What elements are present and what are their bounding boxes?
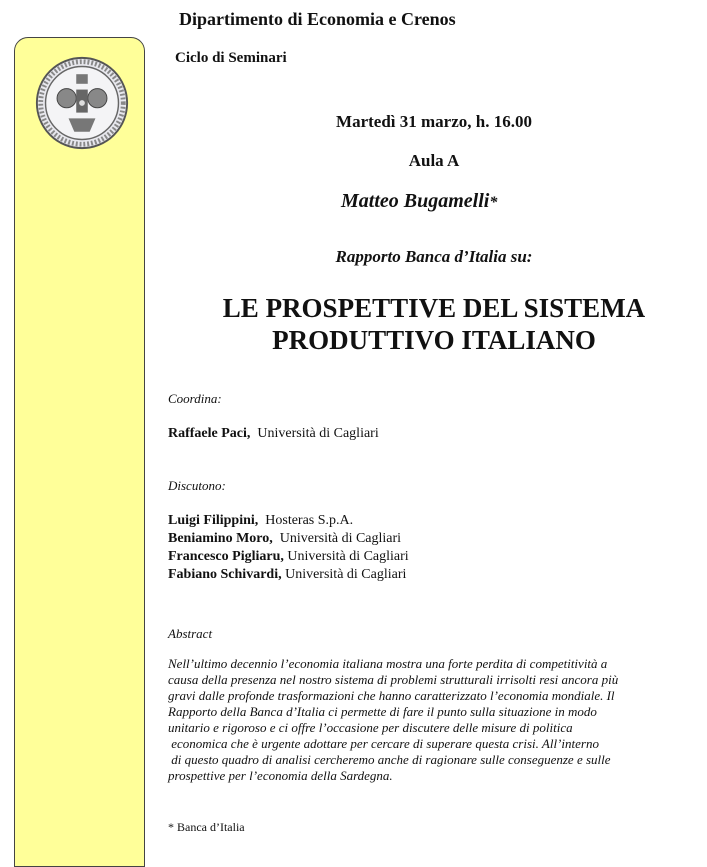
title-line-2: PRODUTTIVO ITALIANO	[272, 325, 596, 355]
title-line-1: LE PROSPETTIVE DEL SISTEMA	[222, 293, 646, 323]
discussant-entry	[168, 531, 401, 547]
discussant-affiliation: Hosteras S.p.A.	[265, 513, 354, 528]
abstract-line: unitario e rigoroso e ci offre l’occasione per discutere delle misure di politica	[168, 720, 573, 735]
abstract-line: gravi dalle profonde trasformazioni che hanno caratterizzato l’economia mondiale. Il	[168, 688, 615, 703]
university-seal-icon	[34, 55, 130, 151]
speaker-name	[341, 190, 497, 213]
seminar-title	[170, 292, 698, 356]
discussant-name: Luigi Filippini,	[168, 513, 259, 528]
discussant-entry	[168, 549, 409, 565]
discussant-entry	[168, 567, 406, 583]
department-name: Dipartimento di Economia e Crenos	[179, 9, 456, 29]
seminar-series: Ciclo di Seminari	[175, 50, 287, 66]
footnote: * Banca d’Italia	[168, 820, 245, 834]
discussant-affiliation: Università di Cagliari	[285, 567, 407, 582]
abstract-line: economica che è urgente adottare per cercare di superare questa crisi. All’interno	[168, 736, 599, 751]
abstract-text	[168, 656, 688, 784]
report-subtitle: Rapporto Banca d’Italia su:	[335, 247, 533, 266]
discussant-affiliation: Università di Cagliari	[279, 531, 402, 546]
discussant-name: Francesco Pigliaru,	[168, 549, 284, 564]
abstract-label: Abstract	[168, 626, 213, 641]
event-date-time: Martedì 31 marzo, h. 16.00	[336, 112, 532, 131]
abstract-line: Nell’ultimo decennio l’economia italiana mostra una forte perdita di competitività a	[168, 656, 608, 671]
abstract-line: di questo quadro di analisi cercheremo anche di ragionare sulle conseguenze e sulle	[168, 752, 611, 767]
chair-label: Coordina:	[168, 391, 222, 406]
chair-entry	[168, 426, 379, 442]
discussant-affiliation: Università di Cagliari	[287, 549, 409, 564]
discussants-label: Discutono:	[168, 478, 226, 493]
abstract-line: causa della presenza nel nostro sistema di problemi strutturali irrisolti resi ancora più	[168, 672, 619, 687]
discussant-entry	[168, 513, 353, 529]
chair-affiliation: Università di Cagliari	[257, 426, 379, 441]
discussant-name: Beniamino Moro,	[168, 531, 273, 546]
speaker-footnote-mark: *	[489, 194, 498, 211]
abstract-line: Rapporto della Banca d’Italia ci permette di fare il punto sulla situazione in modo	[168, 704, 597, 719]
event-room: Aula A	[408, 151, 460, 170]
discussant-name: Fabiano Schivardi,	[168, 567, 282, 582]
speaker-name-text: Matteo Bugamelli	[341, 190, 490, 212]
abstract-line: prospettive per l’economia della Sardegna.	[168, 768, 393, 783]
chair-name: Raffaele Paci,	[168, 426, 251, 441]
